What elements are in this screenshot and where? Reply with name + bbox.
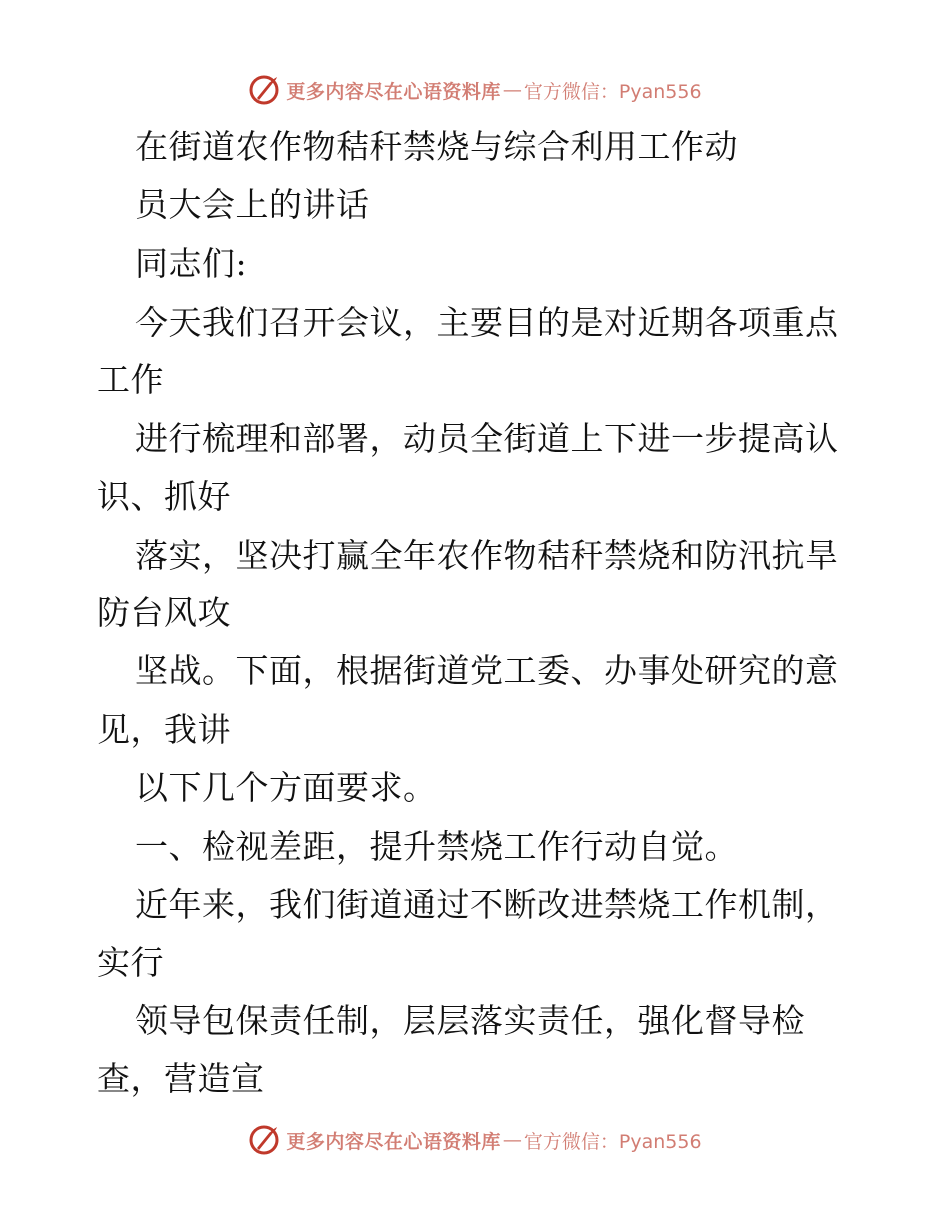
salutation: 同志们: [135,244,248,283]
watermark-separator: — [502,79,522,101]
paragraph-line: 以下几个方面要求。 [135,768,437,807]
paragraph-line: 防台风攻 [97,593,231,632]
paragraph-line: 识、抓好 [97,477,231,516]
watermark-site-text: 更多内容尽在心语资料库 [286,1130,501,1153]
paragraph-line: 实行 [97,943,164,982]
title-line-1: 在街道农作物秸秆禁烧与综合利用工作动 [135,127,738,166]
title-line-2: 员大会上的讲话 [135,185,370,224]
paragraph-line: 坚战。下面，根据街道党工委、办事处研究的意 [135,651,839,690]
header-watermark [0,70,950,110]
paragraph-line: 查，营造宣 [97,1059,265,1098]
paragraph-line: 近年来，我们街道通过不断改进禁烧工作机制， [135,885,839,924]
paragraph-line: 工作 [97,360,164,399]
quill-logo-icon [248,1124,280,1156]
paragraph-line: 见，我讲 [97,710,231,749]
footer-watermark [0,1120,950,1160]
quill-logo-icon [248,74,280,106]
watermark-site-text: 更多内容尽在心语资料库 [286,80,501,103]
paragraph-line: 进行梳理和部署，动员全街道上下进一步提高认 [135,419,839,458]
watermark-account-text: 官方微信：Pyan556 [523,1130,702,1153]
section-heading-1: 一、检视差距，提升禁烧工作行动自觉。 [135,827,738,866]
paragraph-line: 今天我们召开会议，主要目的是对近期各项重点 [135,303,839,342]
watermark-account-text: 官方微信：Pyan556 [523,80,702,103]
watermark-separator: — [502,1129,522,1151]
paragraph-line: 落实，坚决打赢全年农作物秸秆禁烧和防汛抗旱 [135,536,839,575]
paragraph-line: 领导包保责任制，层层落实责任，强化督导检 [135,1001,805,1040]
